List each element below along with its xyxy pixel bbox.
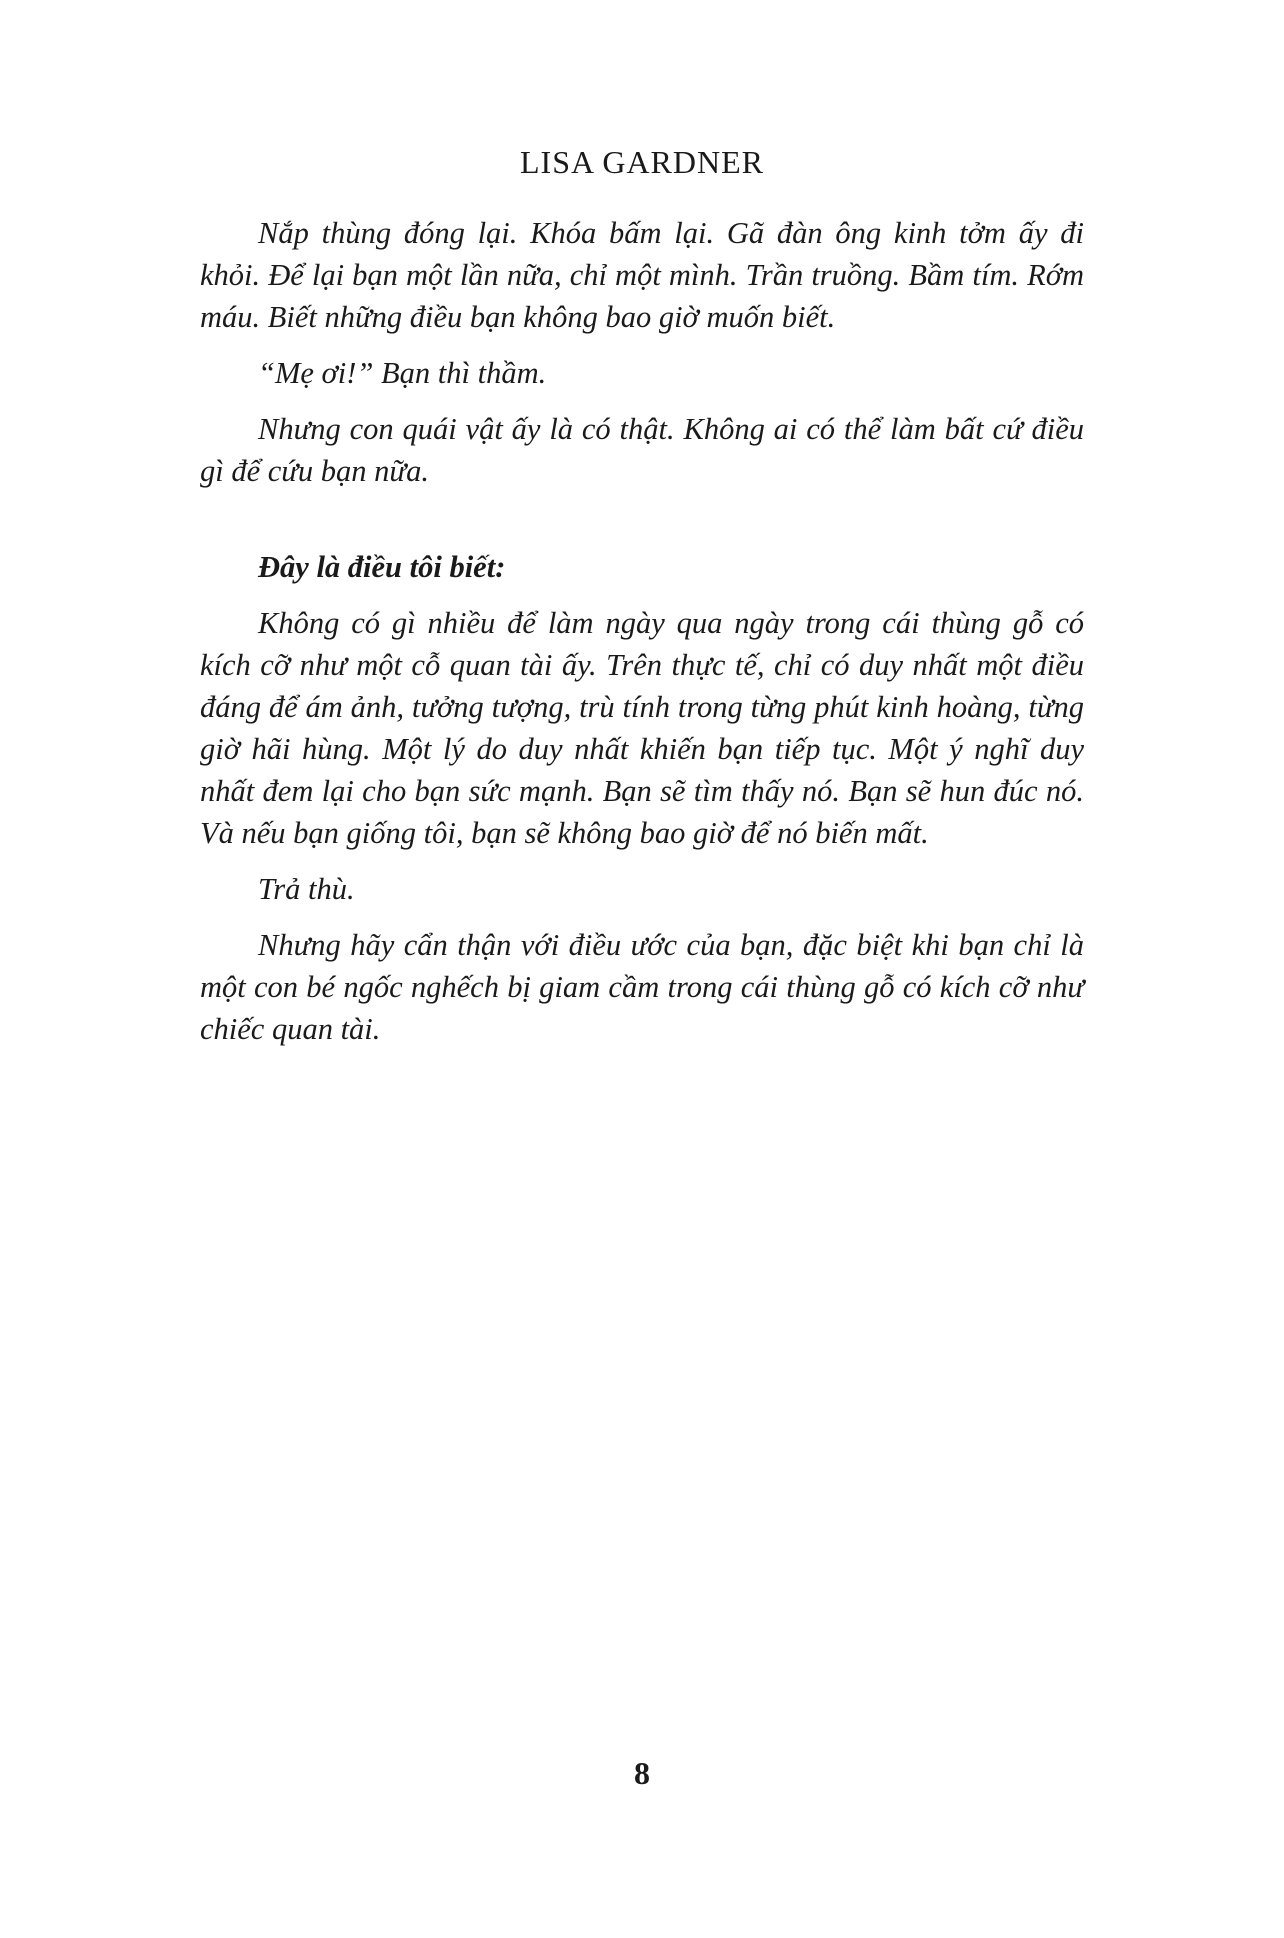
- running-header-author: LISA GARDNER: [519, 144, 764, 180]
- paragraph: Trả thù.: [258, 872, 355, 906]
- body-text: [200, 212, 1084, 1064]
- page-number: 8: [634, 1755, 650, 1791]
- paragraph: Nhưng con quái vật ấy là có thật. Không ai có thể làm bất cứ điều gì để cứu bạn nữa.: [200, 412, 1084, 488]
- paragraph: Nhưng hãy cẩn thận với điều ước của bạn, đặc biệt khi bạn chỉ là một con bé ngốc nghếch bị giam cầm trong cái thùng gỗ có kích cỡ như chiếc quan tài.: [200, 928, 1084, 1046]
- paragraph: Nắp thùng đóng lại. Khóa bấm lại. Gã đàn ông kinh tởm ấy đi khỏi. Để lại bạn một lần nữa, chỉ một mình. Trần truồng. Bầm tím. Rớm máu. Biết những điều bạn không bao giờ muốn biết.: [200, 216, 1084, 334]
- paragraph: Không có gì nhiều để làm ngày qua ngày trong cái thùng gỗ có kích cỡ như một cỗ quan tài ấy. Trên thực tế, chỉ có duy nhất một điều đáng để ám ảnh, tưởng tượng, trù tính trong từng phút kinh hoàng, từng giờ hãi hùng. Một lý do duy nhất khiến bạn tiếp tục. Một ý nghĩ duy nhất đem lại cho bạn sức mạnh. Bạn sẽ tìm thấy nó. Bạn sẽ hun đúc nó. Và nếu bạn giống tôi, bạn sẽ không bao giờ để nó biến mất.: [200, 606, 1084, 850]
- section-heading: Đây là điều tôi biết:: [258, 550, 506, 584]
- paragraph: “Mẹ ơi!” Bạn thì thầm.: [258, 356, 547, 390]
